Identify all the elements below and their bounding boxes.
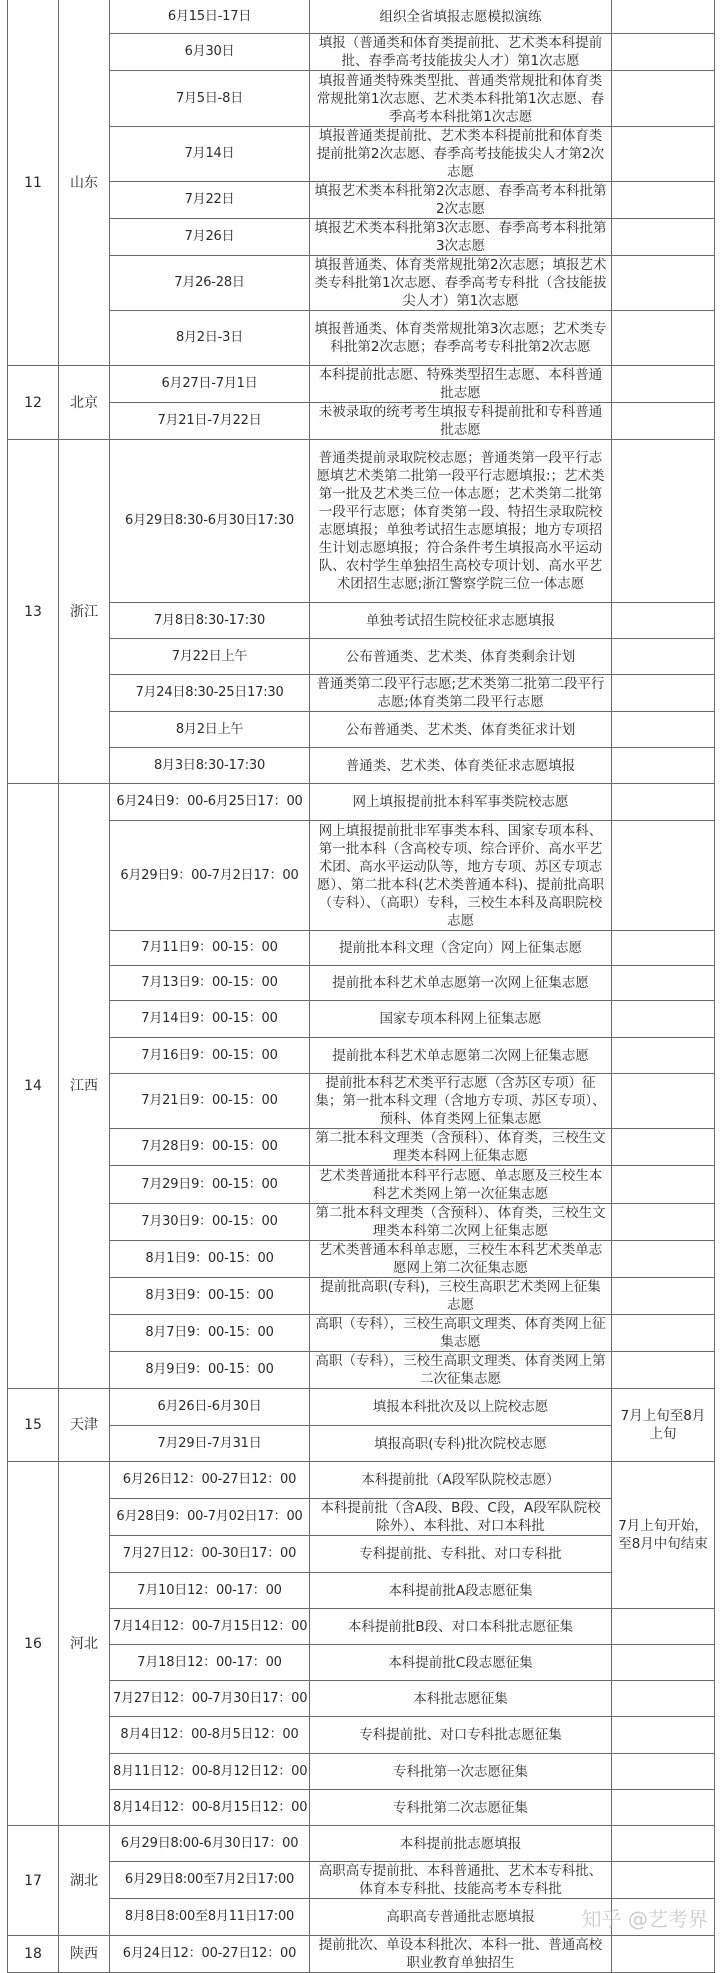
table-row bbox=[8, 821, 715, 931]
note-cell bbox=[612, 182, 715, 219]
table-row bbox=[8, 71, 715, 127]
table-row bbox=[8, 1315, 715, 1352]
note-cell bbox=[612, 1241, 715, 1278]
table-row bbox=[8, 675, 715, 712]
table-row bbox=[8, 403, 715, 440]
table-row bbox=[8, 712, 715, 748]
table-row bbox=[8, 966, 715, 1001]
time-cell: 7月5日-8日 bbox=[110, 71, 310, 127]
province-name: 浙江 bbox=[59, 440, 110, 784]
province-name: 陕西 bbox=[59, 1936, 110, 1973]
content-cell: 填报普通类提前批、艺术类本科提前批和体育类提前批第2次志愿、春季高考技能拔尖人才第2次志愿 bbox=[310, 127, 612, 182]
content-cell: 本科提前批（含A段、B段、C段，A段军队院校除外）、本科批、对口本科批 bbox=[310, 1499, 612, 1536]
content-cell: 专科提前批、对口专科批志愿征集 bbox=[310, 1717, 612, 1754]
table-row bbox=[8, 639, 715, 675]
time-cell: 8月11日12：00-8月12日12：00 bbox=[110, 1754, 310, 1790]
time-cell: 7月22日上午 bbox=[110, 639, 310, 675]
row-number: 15 bbox=[8, 1389, 59, 1462]
content-cell: 第二批本科文理类（含预科）、体育类，三校生文理类本科第二次网上征集志愿 bbox=[310, 1204, 612, 1241]
content-cell: 填报艺术类本科批第2次志愿、春季高考本科批第2次志愿 bbox=[310, 182, 612, 219]
table-row bbox=[8, 127, 715, 182]
content-cell: 专科批第一次志愿征集 bbox=[310, 1754, 612, 1790]
row-number: 13 bbox=[8, 440, 59, 784]
note-cell bbox=[612, 1038, 715, 1074]
watermark: 知乎 @艺考界 bbox=[581, 1907, 708, 1931]
note-cell bbox=[612, 821, 715, 931]
content-cell: 提前批次、单设本科批次、本科一批、普通高校职业教育单独招生 bbox=[310, 1936, 612, 1973]
table-body bbox=[8, 0, 715, 1973]
content-cell: 本科提前批B段、对口本科批志愿征集 bbox=[310, 1609, 612, 1645]
table-row bbox=[8, 1278, 715, 1315]
table-row bbox=[8, 1499, 715, 1536]
table-row bbox=[8, 1166, 715, 1204]
content-cell: 填报普通类特殊类型批、普通类常规批和体育类常规批第1次志愿、艺术类本科批第1次志愿、春季高考本科批第1次志愿 bbox=[310, 71, 612, 127]
table-row bbox=[8, 311, 715, 366]
content-cell: 普通类、艺术类、体育类征求志愿填报 bbox=[310, 748, 612, 784]
note-cell bbox=[612, 71, 715, 127]
time-cell: 6月27日-7月1日 bbox=[110, 366, 310, 403]
note-cell: 7月上旬开始，至8月中旬结束 bbox=[612, 1462, 715, 1609]
province-name: 河北 bbox=[59, 1462, 110, 1826]
note-cell bbox=[612, 1166, 715, 1204]
time-cell: 7月10日12：00-17：00 bbox=[110, 1573, 310, 1609]
province-name: 北京 bbox=[59, 366, 110, 440]
time-cell: 8月3日9：00-15：00 bbox=[110, 1278, 310, 1315]
content-cell: 普通类提前录取院校志愿；普通类第一段平行志愿填艺术类第二批第一段平行志愿填报:；艺术类第一批及艺术类三位一体志愿；艺术类第二批第一段平行志愿；体育类第一段、特招生录取院校志愿填报；单独考试招生志愿填报；地方专项招生计划志愿填报；符合条件考生填报高水平运动队、农村学生单独招生高校专项计划、高水平艺术团招生志愿;浙江警察学院三位一体志愿 bbox=[310, 440, 612, 603]
table-row bbox=[8, 603, 715, 639]
note-cell bbox=[612, 127, 715, 182]
time-cell: 7月28日9：00-15：00 bbox=[110, 1129, 310, 1166]
content-cell: 公布普通类、艺术类、体育类征求计划 bbox=[310, 712, 612, 748]
note-cell bbox=[612, 1278, 715, 1315]
table-row bbox=[8, 1790, 715, 1826]
note-cell bbox=[612, 784, 715, 821]
time-cell: 7月18日12：00-17：00 bbox=[110, 1645, 310, 1681]
content-cell: 专科批第二次志愿征集 bbox=[310, 1790, 612, 1826]
note-cell bbox=[612, 440, 715, 603]
table-row bbox=[8, 34, 715, 71]
note-cell bbox=[612, 1826, 715, 1862]
content-cell: 提前批高职(专科)，三校生高职艺术类网上征集志愿 bbox=[310, 1278, 612, 1315]
time-cell: 6月29日8:00-6月30日17：00 bbox=[110, 1826, 310, 1862]
time-cell: 7月27日12：00-30日17：00 bbox=[110, 1536, 310, 1573]
table-row bbox=[8, 748, 715, 784]
content-cell: 国家专项本科网上征集志愿 bbox=[310, 1001, 612, 1038]
table-row bbox=[8, 1936, 715, 1973]
content-cell: 填报（普通类和体育类提前批、艺术类本科提前批、春季高考技能拔尖人才）第1次志愿 bbox=[310, 34, 612, 71]
table-row bbox=[8, 1536, 715, 1573]
note-cell bbox=[612, 0, 715, 34]
content-cell: 单独考试招生院校征求志愿填报 bbox=[310, 603, 612, 639]
note-cell bbox=[612, 1204, 715, 1241]
table-row bbox=[8, 784, 715, 821]
table-row bbox=[8, 1645, 715, 1681]
note-cell bbox=[612, 256, 715, 311]
time-cell: 7月11日9：00-15：00 bbox=[110, 931, 310, 966]
note-cell bbox=[612, 603, 715, 639]
time-cell: 7月16日9：00-15：00 bbox=[110, 1038, 310, 1074]
table-row bbox=[8, 1204, 715, 1241]
table-row bbox=[8, 182, 715, 219]
time-cell: 8月9日9：00-15：00 bbox=[110, 1352, 310, 1389]
content-cell: 本科提前批志愿填报 bbox=[310, 1826, 612, 1862]
note-cell bbox=[612, 1074, 715, 1129]
time-cell: 6月29日8:30-6月30日17:30 bbox=[110, 440, 310, 603]
content-cell: 提前批本科艺术单志愿第一次网上征集志愿 bbox=[310, 966, 612, 1001]
table-row bbox=[8, 366, 715, 403]
content-cell: 本科批志愿征集 bbox=[310, 1681, 612, 1717]
content-cell: 艺术类普通批本科平行志愿、单志愿及三校生本科艺术类网上第一次征集志愿 bbox=[310, 1166, 612, 1204]
content-cell: 提前批本科文理（含定向）网上征集志愿 bbox=[310, 931, 612, 966]
province-name: 湖北 bbox=[59, 1826, 110, 1936]
admission-schedule-table bbox=[7, 0, 715, 1973]
time-cell: 6月24日9：00-6月25日17：00 bbox=[110, 784, 310, 821]
note-cell bbox=[612, 675, 715, 712]
note-cell bbox=[612, 1001, 715, 1038]
content-cell: 组织全省填报志愿模拟演练 bbox=[310, 0, 612, 34]
content-cell: 高职（专科），三校生高职文理类、体育类网上第二次征集志愿 bbox=[310, 1352, 612, 1389]
time-cell: 6月26日-6月30日 bbox=[110, 1389, 310, 1426]
note-cell bbox=[612, 1609, 715, 1645]
content-cell: 本科提前批（A段军队院校志愿） bbox=[310, 1462, 612, 1499]
content-cell: 高职高专提前批、本科普通批、艺术本专科批、体育本专科批、技能高考本专科批 bbox=[310, 1862, 612, 1899]
content-cell: 专科提前批、专科批、对口专科批 bbox=[310, 1536, 612, 1573]
time-cell: 8月2日上午 bbox=[110, 712, 310, 748]
table-row bbox=[8, 1038, 715, 1074]
note-cell bbox=[612, 1754, 715, 1790]
content-cell: 本科提前批C段志愿征集 bbox=[310, 1645, 612, 1681]
note-cell bbox=[612, 219, 715, 256]
time-cell: 6月28日9：00-7月02日17：00 bbox=[110, 1499, 310, 1536]
note-cell bbox=[612, 966, 715, 1001]
time-cell: 8月7日9：00-15：00 bbox=[110, 1315, 310, 1352]
row-number: 12 bbox=[8, 366, 59, 440]
content-cell: 填报高职(专科)批次院校志愿 bbox=[310, 1426, 612, 1462]
time-cell: 7月13日9：00-15：00 bbox=[110, 966, 310, 1001]
table-row bbox=[8, 1074, 715, 1129]
time-cell: 7月14日9：00-15：00 bbox=[110, 1001, 310, 1038]
table-row bbox=[8, 256, 715, 311]
time-cell: 8月14日12：00-8月15日12：00 bbox=[110, 1790, 310, 1826]
time-cell: 7月21日-7月22日 bbox=[110, 403, 310, 440]
content-cell: 本科提前批A段志愿征集 bbox=[310, 1573, 612, 1609]
table-row bbox=[8, 1352, 715, 1389]
row-number: 18 bbox=[8, 1936, 59, 1973]
table-row bbox=[8, 1129, 715, 1166]
note-cell bbox=[612, 1681, 715, 1717]
time-cell: 8月2日-3日 bbox=[110, 311, 310, 366]
time-cell: 7月26日 bbox=[110, 219, 310, 256]
table-row bbox=[8, 1681, 715, 1717]
table-row bbox=[8, 0, 715, 34]
content-cell: 高职（专科），三校生高职文理类、体育类网上征集志愿 bbox=[310, 1315, 612, 1352]
time-cell: 7月21日9：00-15：00 bbox=[110, 1074, 310, 1129]
table-row bbox=[8, 1754, 715, 1790]
content-cell: 填报艺术类本科批第3次志愿、春季高考本科批第3次志愿 bbox=[310, 219, 612, 256]
content-cell: 高职高专普通批志愿填报 bbox=[310, 1899, 612, 1936]
note-cell bbox=[612, 403, 715, 440]
time-cell: 7月8日8:30-17:30 bbox=[110, 603, 310, 639]
content-cell: 提前批本科艺术类平行志愿（含苏区专项）征集；第一批本科文理（含地方专项、苏区专项）、预科、体育类网上征集志愿 bbox=[310, 1074, 612, 1129]
content-cell: 艺术类普通本科单志愿，三校生本科艺术类单志愿网上第二次征集志愿 bbox=[310, 1241, 612, 1278]
note-cell bbox=[612, 1645, 715, 1681]
note-cell bbox=[612, 1717, 715, 1754]
note-cell bbox=[612, 366, 715, 403]
content-cell: 网上填报提前批非军事类本科、国家专项本科、第一批本科（含高校专项、综合评价、高水平艺术团、高水平运动队等，地方专项、苏区专项志愿）、第二批本科(艺术类普通本科)、提前批高职（专科）、（高职）专科，三校生本科及高职院校志愿 bbox=[310, 821, 612, 931]
note-cell bbox=[612, 1315, 715, 1352]
table-row bbox=[8, 1573, 715, 1609]
table-row bbox=[8, 1462, 715, 1499]
content-cell: 提前批本科艺术单志愿第二次网上征集志愿 bbox=[310, 1038, 612, 1074]
table-row bbox=[8, 440, 715, 603]
note-cell bbox=[612, 1352, 715, 1389]
time-cell: 7月14日12：00-7月15日12：00 bbox=[110, 1609, 310, 1645]
content-cell: 未被录取的统考考生填报专科提前批和专科普通批志愿 bbox=[310, 403, 612, 440]
note-cell bbox=[612, 712, 715, 748]
time-cell: 6月29日9：00-7月2日17：00 bbox=[110, 821, 310, 931]
note-cell bbox=[612, 311, 715, 366]
content-cell: 本科提前批志愿、特殊类型招生志愿、本科普通批志愿 bbox=[310, 366, 612, 403]
time-cell: 6月24日12：00-27日12：00 bbox=[110, 1936, 310, 1973]
note-cell bbox=[612, 1790, 715, 1826]
time-cell: 6月15日-17日 bbox=[110, 0, 310, 34]
content-cell: 公布普通类、艺术类、体育类剩余计划 bbox=[310, 639, 612, 675]
content-cell: 填报本科批次及以上院校志愿 bbox=[310, 1389, 612, 1426]
time-cell: 6月30日 bbox=[110, 34, 310, 71]
note-cell bbox=[612, 1129, 715, 1166]
time-cell: 6月29日8:00至7月2日17:00 bbox=[110, 1862, 310, 1899]
note-cell bbox=[612, 639, 715, 675]
time-cell: 8月1日9：00-15：00 bbox=[110, 1241, 310, 1278]
table-row bbox=[8, 1001, 715, 1038]
content-cell: 普通类第二段平行志愿;艺术类第二批第二段平行志愿;体育类第二段平行志愿 bbox=[310, 675, 612, 712]
table-row bbox=[8, 1426, 715, 1462]
table-row bbox=[8, 1241, 715, 1278]
note-cell bbox=[612, 1936, 715, 1973]
table-row bbox=[8, 1862, 715, 1899]
time-cell: 7月30日9：00-15：00 bbox=[110, 1204, 310, 1241]
table-row bbox=[8, 1609, 715, 1645]
row-number: 17 bbox=[8, 1826, 59, 1936]
time-cell: 7月26-28日 bbox=[110, 256, 310, 311]
table-row bbox=[8, 1826, 715, 1862]
table-row bbox=[8, 219, 715, 256]
table-row bbox=[8, 1389, 715, 1426]
row-number: 16 bbox=[8, 1462, 59, 1826]
time-cell: 8月3日8:30-17:30 bbox=[110, 748, 310, 784]
content-cell: 填报普通类、体育类常规批第3次志愿；艺术类专科批第2次志愿；春季高考专科批第2次志愿 bbox=[310, 311, 612, 366]
table-row bbox=[8, 931, 715, 966]
province-name: 山东 bbox=[59, 0, 110, 366]
time-cell: 7月22日 bbox=[110, 182, 310, 219]
note-cell bbox=[612, 34, 715, 71]
note-cell bbox=[612, 931, 715, 966]
time-cell: 7月29日9：00-15：00 bbox=[110, 1166, 310, 1204]
time-cell: 7月27日12：00-7月30日17：00 bbox=[110, 1681, 310, 1717]
time-cell: 6月26日12：00-27日12：00 bbox=[110, 1462, 310, 1499]
content-cell: 网上填报提前批本科军事类院校志愿 bbox=[310, 784, 612, 821]
note-cell bbox=[612, 748, 715, 784]
time-cell: 8月8日8:00至8月11日17:00 bbox=[110, 1899, 310, 1936]
content-cell: 第二批本科文理类（含预科）、体育类，三校生文理类本科网上征集志愿 bbox=[310, 1129, 612, 1166]
content-cell: 填报普通类、体育类常规批第2次志愿；填报艺术类专科批第1次志愿、春季高考专科批（含技能拔尖人才）第1次志愿 bbox=[310, 256, 612, 311]
table-row bbox=[8, 1717, 715, 1754]
province-name: 天津 bbox=[59, 1389, 110, 1462]
province-name: 江西 bbox=[59, 784, 110, 1389]
note-cell bbox=[612, 1862, 715, 1899]
row-number: 11 bbox=[8, 0, 59, 366]
time-cell: 7月24日8:30-25日17:30 bbox=[110, 675, 310, 712]
note-cell: 7月上旬至8月上旬 bbox=[612, 1389, 715, 1462]
time-cell: 8月4日12：00-8月5日12：00 bbox=[110, 1717, 310, 1754]
row-number: 14 bbox=[8, 784, 59, 1389]
time-cell: 7月14日 bbox=[110, 127, 310, 182]
time-cell: 7月29日-7月31日 bbox=[110, 1426, 310, 1462]
